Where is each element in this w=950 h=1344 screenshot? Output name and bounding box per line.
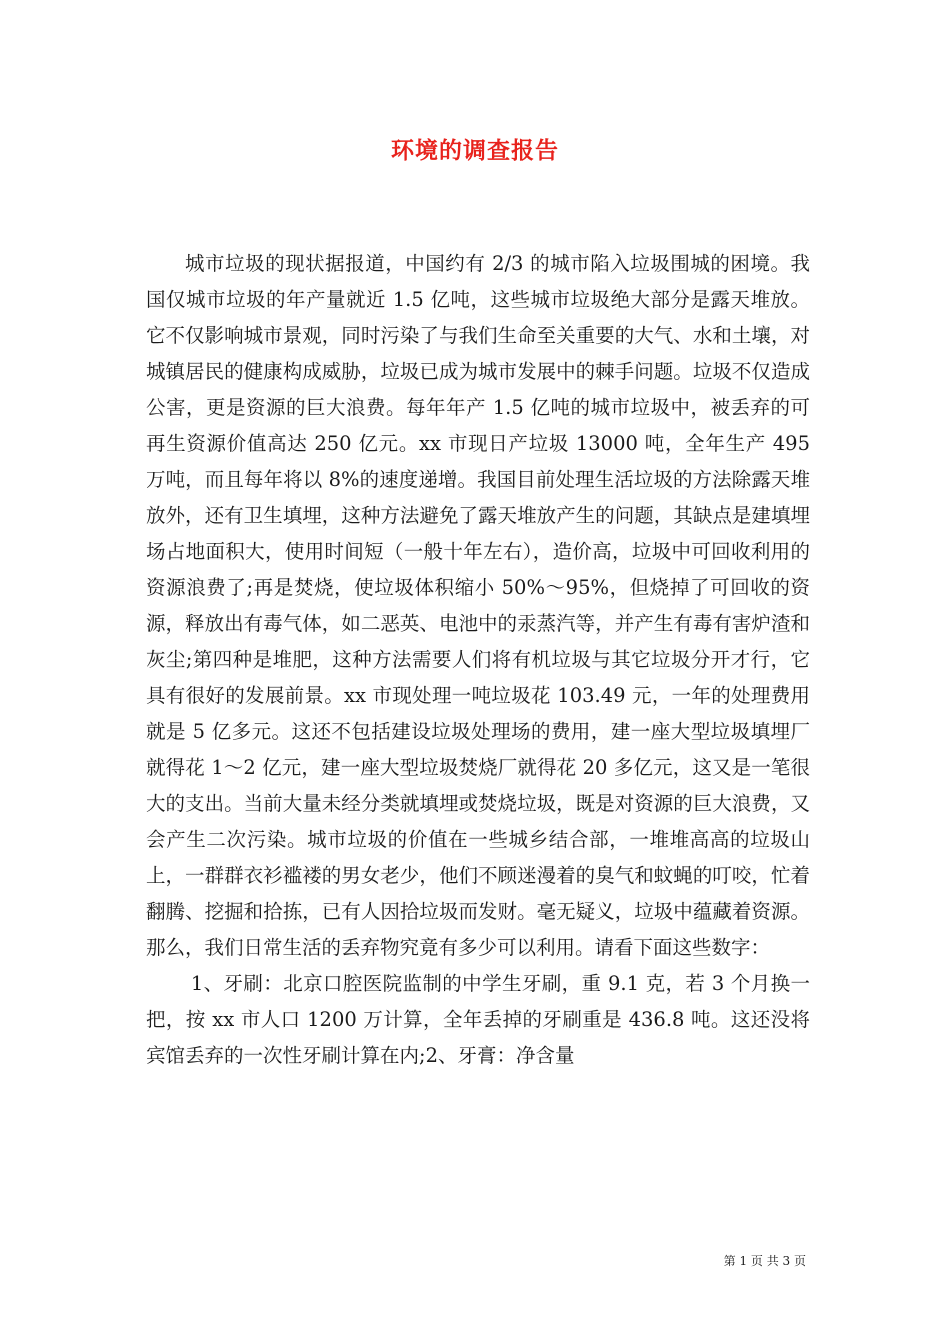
document-body — [146, 246, 810, 1074]
paragraph-list-item: 1、牙刷：北京口腔医院监制的中学生牙刷，重 9.1 克，若 3 个月换一把，按 xx 市人口 1200 万计算，全年丢掉的牙刷重是 436.8 吨。这还没将宾馆丢弃的一次性牙刷计算在内;2、牙膏：净含量 — [146, 972, 810, 1067]
page-title: 环境的调查报告 — [391, 137, 559, 164]
page-number-footer: 第 1 页 共 3 页 — [723, 1254, 806, 1268]
paragraph-intro: 城市垃圾的现状据报道，中国约有 2/3 的城市陷入垃圾围城的困境。我国仅城市垃圾的年产量就近 1.5 亿吨，这些城市垃圾绝大部分是露天堆放。它不仅影响城市景观，同时污染了与我们生命至关重要的大气、水和土壤，对城镇居民的健康构成威胁，垃圾已成为城市发展中的棘手问题。垃圾不仅造成公害，更是资源的巨大浪费。每年年产 1.5 亿吨的城市垃圾中，被丢弃的可再生资源价值高达 250 亿元。xx 市现日产垃圾 13000 吨，全年生产 495 万吨，而且每年将以 8%的速度递增。我国目前处理生活垃圾的方法除露天堆放外，还有卫生填埋，这种方法避免了露天堆放产生的问题，其缺点是建填埋场占地面积大，使用时间短（一般十年左右），造价高，垃圾中可回收利用的资源浪费了;再是焚烧，使垃圾体积缩小 50%～95%，但烧掉了可回收的资源，释放出有毒气体，如二恶英、电池中的汞蒸汽等，并产生有毒有害炉渣和灰尘;第四种是堆肥，这种方法需要人们将有机垃圾与其它垃圾分开才行，它具有很好的发展前景。xx 市现处理一吨垃圾花 103.49 元，一年的处理费用就是 5 亿多元。这还不包括建设垃圾处理场的费用，建一座大型垃圾填埋厂就得花 1～2 亿元，建一座大型垃圾焚烧厂就得花 20 多亿元，这又是一笔很大的支出。当前大量未经分类就填埋或焚烧垃圾，既是对资源的巨大浪费，又会产生二次污染。城市垃圾的价值在一些城乡结合部，一堆堆高高的垃圾山上，一群群衣衫褴褛的男女老少，他们不顾迷漫着的臭气和蚊蝇的叮咬，忙着翻腾、挖掘和拾拣，已有人因拾垃圾而发财。毫无疑义，垃圾中蕴藏着资源。那么，我们日常生活的丢弃物究竟有多少可以利用。请看下面这些数字： — [146, 252, 810, 959]
